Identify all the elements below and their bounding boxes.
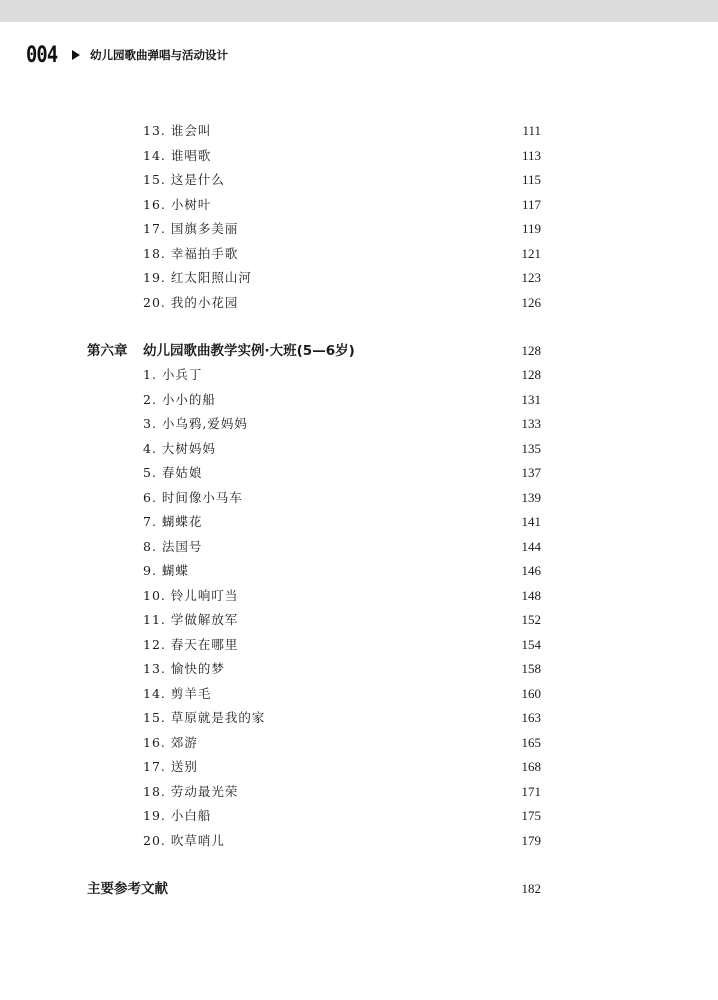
triangle-right-icon xyxy=(72,50,80,60)
toc-entry xyxy=(0,145,718,167)
toc-entry-page: 171 xyxy=(521,783,541,799)
toc-entry-title: 1. 小兵丁 xyxy=(143,367,203,382)
toc-entry-title: 17. 国旗多美丽 xyxy=(143,221,239,236)
toc-entry xyxy=(0,413,718,435)
toc-chapter-entry xyxy=(0,878,718,900)
toc-entry-page: 119 xyxy=(521,221,541,236)
toc-entry-title: 6. 时间像小马车 xyxy=(143,489,243,505)
toc-entry-title: 11. 学做解放军 xyxy=(143,612,239,627)
toc-entry-page: 128 xyxy=(521,342,541,358)
toc-entry xyxy=(0,585,718,607)
toc-entry-title: 10. 铃儿响叮当 xyxy=(143,587,239,603)
toc-entry xyxy=(0,707,718,729)
toc-entry-title: 15. 草原就是我的家 xyxy=(143,710,266,725)
toc-entry-title: 19. 小白船 xyxy=(143,808,212,823)
toc-entry-title: 13. 谁会叫 xyxy=(143,123,212,138)
toc-entry-title: 13. 愉快的梦 xyxy=(143,661,225,676)
toc-entry xyxy=(0,364,718,386)
toc-entry xyxy=(0,243,718,265)
toc-entry xyxy=(0,781,718,803)
toc-entry-title: 18. 幸福拍手歌 xyxy=(143,245,239,261)
toc-entry-page: 111 xyxy=(522,123,541,138)
toc-entry-page: 141 xyxy=(521,514,541,529)
toc-entry xyxy=(0,732,718,754)
toc-entry-page: 135 xyxy=(521,440,541,456)
toc-entry-title: 2. 小小的船 xyxy=(143,391,216,407)
toc-entry-title: 16. 小树叶 xyxy=(143,196,212,212)
toc-entry-title: 18. 劳动最光荣 xyxy=(143,783,239,799)
toc-entry-page: 123 xyxy=(521,270,541,285)
toc-entry xyxy=(0,194,718,216)
toc-entry-title: 14. 谁唱歌 xyxy=(143,147,212,163)
toc-entry-page: 148 xyxy=(521,587,541,603)
chapter-label: 第六章 xyxy=(87,342,128,359)
toc-entry-title: 15. 这是什么 xyxy=(143,172,225,187)
toc-entry xyxy=(0,609,718,631)
toc-entry xyxy=(0,292,718,314)
toc-entry-page: 131 xyxy=(521,391,541,407)
toc-entry xyxy=(0,560,718,582)
toc-chapter-entry xyxy=(0,340,718,362)
toc-entry xyxy=(0,487,718,509)
toc-entry-title xyxy=(87,878,168,900)
toc-entry-title: 17. 送别 xyxy=(143,759,198,774)
toc-entry-title: 8. 法国号 xyxy=(143,538,203,554)
toc-entry-title: 19. 红太阳照山河 xyxy=(143,270,252,285)
toc-entry-page: 160 xyxy=(521,685,541,701)
toc-entry-page: 165 xyxy=(521,734,541,750)
toc-entry-page: 182 xyxy=(521,880,541,896)
toc-entry-page: 158 xyxy=(521,661,541,676)
page-number: 004 xyxy=(26,42,58,68)
toc-entry xyxy=(0,438,718,460)
toc-entry-page: 154 xyxy=(521,636,541,652)
toc-entry-title: 20. 吹草哨儿 xyxy=(143,832,225,848)
toc-entry xyxy=(0,169,718,191)
top-gray-bar xyxy=(0,0,718,22)
toc-entry-page: 137 xyxy=(521,465,541,480)
toc-entry-page: 152 xyxy=(521,612,541,627)
toc-entry-title: 4. 大树妈妈 xyxy=(143,440,216,456)
toc-entry-page: 115 xyxy=(521,172,541,187)
toc-entry-page: 139 xyxy=(521,489,541,505)
toc-entry xyxy=(0,658,718,680)
toc-entry-title: 14. 剪羊毛 xyxy=(143,685,212,701)
toc-entry-page: 146 xyxy=(521,563,541,578)
toc-entry-title: 9. 蝴蝶 xyxy=(143,563,189,578)
toc-entry xyxy=(0,634,718,656)
toc-entry-page: 175 xyxy=(521,808,541,823)
toc-entry xyxy=(0,120,718,142)
toc-entry-title: 5. 春姑娘 xyxy=(143,465,203,480)
toc-entry-title xyxy=(87,340,355,362)
toc-entry-page: 179 xyxy=(521,832,541,848)
toc-entry-page: 117 xyxy=(521,196,541,212)
toc-entry xyxy=(0,462,718,484)
toc-entry xyxy=(0,683,718,705)
toc-entry-title: 7. 蝴蝶花 xyxy=(143,514,203,529)
chapter-label: 主要参考文献 xyxy=(87,880,168,897)
toc-entry-page: 163 xyxy=(521,710,541,725)
toc-entry xyxy=(0,536,718,558)
book-title: 幼儿园歌曲弹唱与活动设计 xyxy=(90,48,228,62)
toc-entry-title: 16. 郊游 xyxy=(143,734,198,750)
page-header xyxy=(26,42,228,68)
toc-entry-page: 133 xyxy=(521,416,541,431)
toc-entry xyxy=(0,511,718,533)
toc-entry xyxy=(0,756,718,778)
toc-entry xyxy=(0,218,718,240)
toc-entry xyxy=(0,830,718,852)
toc-entry-title: 20. 我的小花园 xyxy=(143,294,239,310)
toc-entry-page: 113 xyxy=(521,147,541,163)
toc-entry xyxy=(0,267,718,289)
toc-entry xyxy=(0,805,718,827)
toc-entry-page: 144 xyxy=(521,538,541,554)
toc-entry-page: 168 xyxy=(521,759,541,774)
toc-entry-page: 126 xyxy=(521,294,541,310)
toc-entry-title: 12. 春天在哪里 xyxy=(143,636,239,652)
chapter-title: 幼儿园歌曲教学实例·大班(5—6岁) xyxy=(143,342,355,359)
toc-entry xyxy=(0,389,718,411)
toc-entry-title: 3. 小乌鸦,爱妈妈 xyxy=(143,416,248,431)
toc-entry-page: 128 xyxy=(521,367,541,382)
toc-entry-page: 121 xyxy=(521,245,541,261)
